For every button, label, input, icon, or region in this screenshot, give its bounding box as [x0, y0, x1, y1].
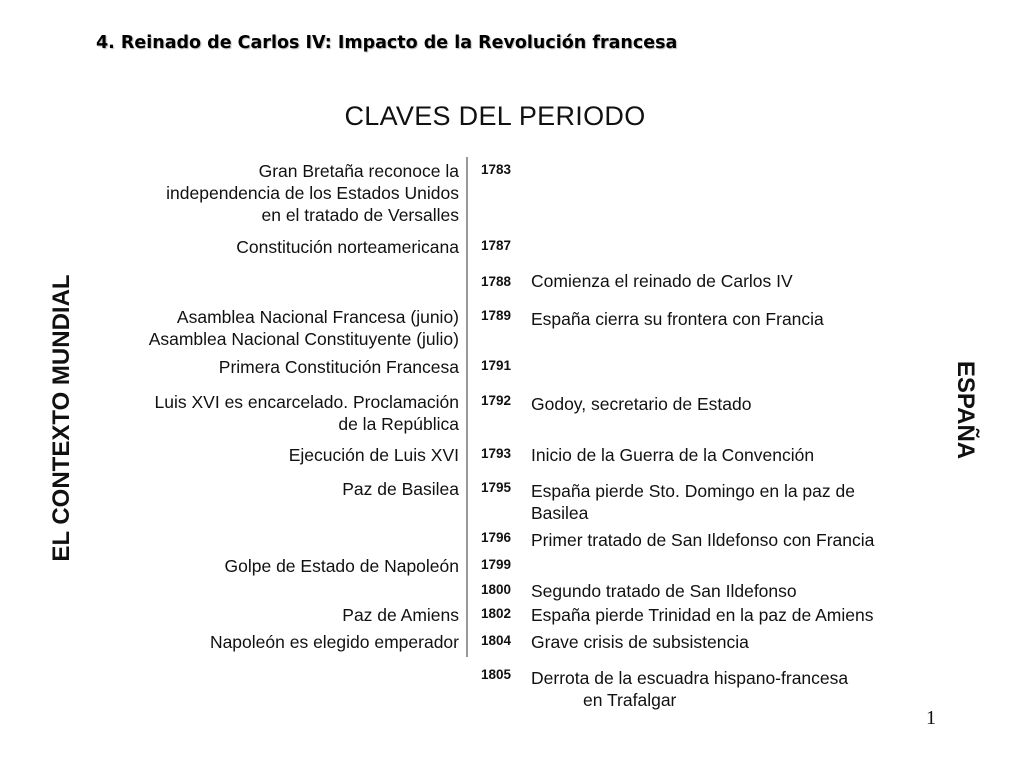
spain-event: Primer tratado de San Ildefonso con Francia — [531, 530, 875, 550]
year-label: 1792 — [481, 393, 512, 408]
year-label: 1783 — [481, 162, 512, 177]
world-event: Paz de Basilea — [342, 479, 459, 499]
spain-event: España pierde Trinidad en la paz de Amiens — [531, 605, 874, 625]
year-label: 1787 — [481, 238, 512, 253]
world-event: Paz de Amiens — [342, 605, 459, 625]
spain-event: España pierde Sto. Domingo en la paz de Basilea — [531, 481, 855, 523]
world-context-label: EL CONTEXTO MUNDIAL — [48, 274, 75, 562]
year-label: 1791 — [481, 358, 512, 373]
year-label: 1793 — [481, 446, 512, 461]
spain-event: Inicio de la Guerra de la Convención — [531, 445, 815, 465]
world-event: Luis XVI es encarcelado. Proclamación de la República — [154, 392, 459, 434]
spain-event: Grave crisis de subsistencia — [531, 632, 749, 652]
year-label: 1789 — [481, 308, 512, 323]
world-event: Napoleón es elegido emperador — [209, 632, 459, 652]
year-label: 1800 — [481, 582, 512, 597]
year-label: 1802 — [481, 606, 512, 621]
world-event: Primera Constitución Francesa — [218, 357, 459, 377]
spain-label: ESPAÑA — [952, 360, 979, 460]
spain-event: Segundo tratado de San Ildefonso — [531, 581, 797, 601]
world-event: Gran Bretaña reconoce la independencia de los Estados Unidos en el tratado de Versalles — [166, 161, 459, 225]
column-divider — [466, 157, 468, 657]
year-label: 1804 — [481, 633, 512, 648]
year-label: 1795 — [481, 480, 512, 495]
world-event: Constitución norteamericana — [236, 237, 459, 257]
spain-event: Godoy, secretario de Estado — [531, 394, 752, 414]
world-event: Golpe de Estado de Napoleón — [224, 556, 459, 576]
spain-event: Derrota de la escuadra hispano-francesa en Trafalgar — [531, 668, 849, 710]
page-number: 1 — [926, 707, 936, 729]
world-event: Ejecución de Luis XVI — [288, 445, 459, 465]
slide-header: 4. Reinado de Carlos IV: Impacto de la Revolución francesa — [96, 33, 678, 53]
year-label: 1805 — [481, 667, 512, 682]
year-label: 1796 — [481, 530, 512, 545]
year-label: 1799 — [481, 557, 512, 572]
spain-event: Comienza el reinado de Carlos IV — [531, 271, 793, 291]
world-event: Asamblea Nacional Francesa (junio) Asamblea Nacional Constituyente (julio) — [148, 307, 459, 349]
slide-title: CLAVES DEL PERIODO — [344, 101, 646, 131]
year-label: 1788 — [481, 274, 512, 289]
spain-event: España cierra su frontera con Francia — [531, 309, 824, 329]
